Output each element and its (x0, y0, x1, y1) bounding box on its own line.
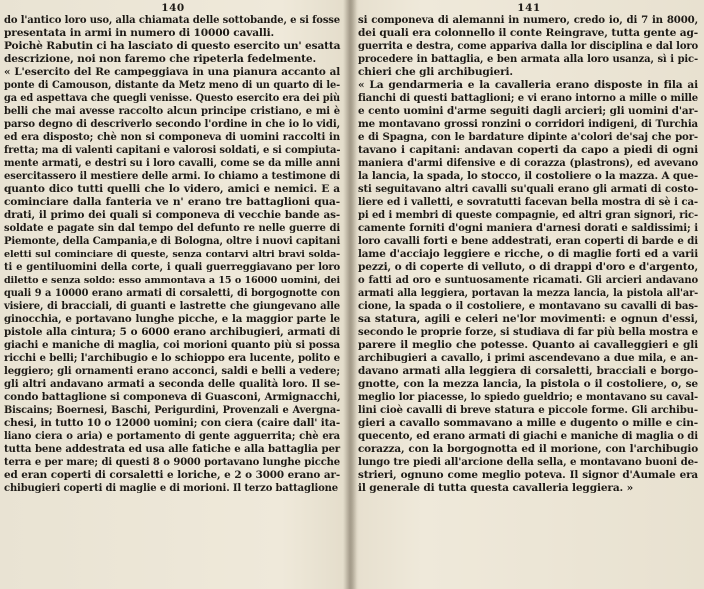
left-page-text (2, 14, 344, 495)
text-line: il generale di tutta questa cavalleria leggiera. » (358, 482, 634, 494)
right-page-text (356, 14, 702, 495)
text-line: Poichè Rabutin ci ha lasciato di questo esercito un' esatta (4, 40, 341, 52)
text-line: quanto dico tutti quelli che lo videro, amici e nemici. E a (4, 183, 340, 195)
text-line: ed eran coperti di corsaletti e loriche, e 2 o 3000 erano ar- (4, 469, 340, 481)
text-line: mente armati, e destri su i loro cavalli, come se da mille anni (4, 158, 340, 169)
text-line: loro cavalli forti e bene addestrati, eran coperti di barde e di (358, 235, 698, 247)
text-line: leggiero; gli ornamenti erano acconci, saldi e belli a vedere; (4, 365, 340, 377)
text-line: cominciare dalla fanteria ve n' erano tre battaglioni qua- (4, 196, 340, 208)
text-line: parso degno di descriverlo secondo l'ordine in che io lo vidi, (4, 118, 340, 130)
text-line: terra e per mare; di questi 8 o 9000 portavano lunghe picche (4, 457, 340, 468)
text-line: esercitassero il mestiere delle armi. Io chiamo a testimone di (4, 171, 340, 182)
text-line: ti e gentiluomini della corte, i quali guerreggiavano per loro (4, 262, 340, 273)
text-line: dei quali era colonnello il conte Reingrave, tutta gente ag- (358, 27, 698, 39)
text-line: sti seguitavano altri cavalli su'quali erano gli armati di costo- (358, 184, 698, 195)
text-line: « L'esercito del Re campeggiava in una pianura accanto al (4, 66, 340, 78)
text-line: do l'antico loro uso, alla chiamata delle sottobande, e si fosse (4, 15, 340, 26)
text-line: ponte di Camouson, distante da Metz meno di un quarto di le- (4, 80, 340, 91)
text-line: ga ed aspettava che quegli venisse. Questo esercito era dei più (4, 93, 340, 104)
text-line: gieri a cavallo sommavano a mille e dugento o mille e cin- (358, 417, 698, 429)
text-line: fretta; ma di valenti capitani e valorosi soldati, e si compiuta- (4, 145, 341, 156)
text-line: corazza, con la borgognotta ed il morione, con l'archibugio (358, 443, 698, 455)
text-line: maniera d'armi difensive e di corazza (plastrons), ed avevano (358, 158, 698, 169)
text-line: condo battaglione si componeva di Guasconi, Armignacchi, (4, 391, 341, 403)
text-line: gli altri andavano armati a seconda delle qualità loro. Il se- (4, 378, 340, 390)
text-line: cione, la spada o il costoliere, e montavano su cavalli di bas- (358, 300, 698, 312)
left-page (2, 0, 344, 589)
text-line: lini cioè cavalli di breve statura e piccole forme. Gli archibu- (358, 404, 698, 416)
text-line: ed era disposto; chè non si componeva di uomini raccolti in (4, 131, 340, 143)
text-line: soldate e pagate sin dal tempo del defunto re nelle guerre di (4, 223, 340, 234)
text-line: e cento uomini d'arme seguiti dagli arcieri; gli uomini d'ar- (358, 105, 698, 117)
text-line: lungo tre piedi all'arcione della sella, e montavano buoni de- (358, 456, 698, 468)
text-line: archibugieri a cavallo, i primi ascendevano a due mila, e an- (358, 352, 698, 364)
text-line: tavano i capitani: andavan coperti da capo a piedi di ogni (358, 144, 698, 156)
text-line: parere il meglio che potesse. Quanto ai cavalleggieri e gli (358, 339, 698, 351)
text-line: si componeva di alemanni in numero, credo io, di 7 in 8000, (358, 14, 698, 26)
text-line: visiere, di bracciali, di guanti e lastrette che giungevano alle (4, 301, 340, 312)
text-line: belli che mai avesse raccolto alcun principe cristiano, e mi è (4, 106, 340, 117)
text-line: diletto e senza soldo: esso ammontava a 15 o 16000 uomini, dei (4, 275, 340, 286)
text-line: « La gendarmeria e la cavalleria erano disposte in fila ai (358, 79, 698, 91)
text-line: sa statura, agili e celeri ne'lor movimenti: e ognun d'essi, (358, 313, 698, 325)
text-line: armati alla leggiera, portavan la mezza lancia, la pistola all'ar- (358, 288, 698, 299)
text-line: guerrita e destra, come appariva dalla lor disciplina e dal loro (358, 41, 698, 52)
text-line: liano ciera o aria) e portamento di gente agguerrita; chè era (4, 431, 340, 442)
text-line: pi ed i membri di queste compagnie, ed altri gran signori, ric- (358, 210, 698, 221)
text-line: davano armati alla leggiera di corsaletti, bracciali e borgo- (358, 365, 698, 377)
text-line: giachi e maniche di maglia, coi morioni quanto più si possa (4, 339, 340, 351)
text-line: pistole alla cintura; 5 o 6000 erano archibugieri, armati di (4, 326, 340, 338)
text-line: tutta bene addestrata ed usa alle fatiche e alla battaglia per (4, 443, 340, 455)
text-line: eletti sul cominciare di queste, senza contarvi altri bravi solda- (4, 249, 340, 260)
text-line: e di Spagna, con le bardature dipinte a'colori de'saj che por- (358, 131, 698, 143)
text-line: o fatti ad oro e suntuosamente ricamati. Gli arcieri andavano (358, 275, 698, 286)
text-line: Piemonte, della Campania,e di Bologna, oltre i nuovi capitani (4, 236, 341, 247)
text-line: procedere in battaglia, e ben armata alla loro usanza, sì i pic- (358, 54, 698, 65)
text-line: descrizione, noi non faremo che ripeterla fedelmente. (4, 53, 317, 65)
text-line: quali 9 a 10000 erano armati di corsaletti, di borgognotte con (4, 288, 340, 299)
page-number-left: 140 (161, 2, 185, 14)
text-line: meglio lor piacesse, lo spiedo gueldrio; e montavano su caval- (358, 392, 698, 403)
text-line: strieri, ognuno come meglio poteva. Il signor d'Aumale era (358, 469, 698, 481)
text-line: liere ed i valletti, e sovratutti facevan bella mostra di sè i ca- (358, 196, 698, 208)
text-line: la lancia, la spada, lo stocco, il costoliere o la mazza. A que- (358, 170, 698, 182)
text-line: drati, il primo dei quali si componeva di vecchie bande as- (4, 209, 340, 221)
text-line: ricchi e belli; l'archibugio e lo schioppo era lucente, polito e (4, 352, 340, 364)
book-gutter (343, 0, 357, 589)
right-page (356, 0, 702, 589)
text-line: pezzi, o di coperte di velluto, o di drappi d'oro e d'argento, (358, 261, 698, 273)
text-line: presentata in armi in numero di 10000 cavalli. (4, 27, 275, 39)
page-number-right: 141 (517, 2, 541, 14)
text-line: chesi, in tutto 10 o 12000 uomini; con ciera (caire dall' ita- (4, 417, 340, 429)
text-line: fianchi di questi battaglioni; e vi erano intorno a mille o mille (358, 93, 698, 104)
text-line: secondo le proprie forze, si studiava di far più bella mostra e (358, 326, 698, 338)
text-line: chibugieri coperti di maglie e di morioni. Il terzo battaglione (4, 483, 338, 494)
text-line: gnotte, con la mezza lancia, la pistola o il costoliere, o, se (358, 378, 698, 390)
text-line: quecento, ed erano armati di giachi e maniche di maglia o di (358, 430, 698, 442)
text-line: me montavano grossi ronzini o corridori indigeni, di Turchia (358, 118, 698, 130)
text-line: camente forniti d'ogni maniera d'arnesi dorati e saldissimi; i (358, 222, 698, 234)
text-line: lame d'acciajo leggiere e ricche, o di maglie forti ed a varii (358, 248, 698, 260)
text-line: chieri che gli archibugieri. (358, 66, 513, 78)
text-line: Biscains; Boernesi, Baschi, Perigurdini, Provenzali e Avergna- (4, 405, 340, 416)
text-line: ginocchia, e portavano lunghe picche, e la maggior parte le (4, 313, 340, 325)
